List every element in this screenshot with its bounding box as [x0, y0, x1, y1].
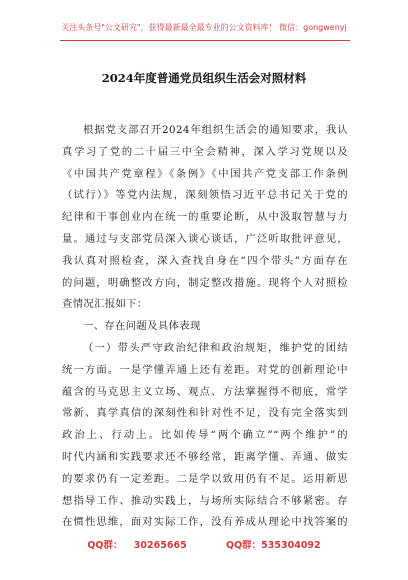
- paragraph-1-line: 《中国共产党章程》《条例》《中国共产党支部工作条例: [62, 167, 348, 180]
- paragraph-1-line: 我认真对照检查，深入查找自身在“四个带头”方面存在: [62, 254, 348, 267]
- paragraph-1-line: 的问题，明确整改方向，制定整改措施。现将个人对照检: [62, 276, 348, 289]
- page-header-banner: 关注头条号"公文研究"，获得最新最全最专业的公文资料库！ 微信：gongwenyj: [61, 23, 347, 32]
- header-divider: [60, 40, 350, 41]
- document-body: [62, 120, 348, 534]
- paragraph-2-line: 的要求仍有一定差距。二是学以致用仍有不足。运用新思: [62, 472, 348, 485]
- section-heading: 一、存在问题及具体表现: [83, 320, 201, 333]
- paragraph-2-line: 常新、真学真信的深刻性和针对性不足，没有完全落实到: [62, 407, 348, 420]
- paragraph-2-line: 时代内涵和实践要求还不够经常，距离学懂、弄通、做实: [62, 450, 348, 463]
- paragraph-1-line: 真学习了党的二十届三中全会精神，深入学习党规以及: [62, 145, 348, 158]
- page-footer: [0, 537, 408, 551]
- paragraph-1-line: 量。通过与支部党员深入谈心谈话，广泛听取批评意见，: [62, 232, 348, 245]
- paragraph-2-line: （一）带头严守政治纪律和政治规矩，维护党的团结: [83, 341, 348, 354]
- paragraph-2-line: 政治上、行动上。比如传导“两个确立”“两个维护”的: [62, 429, 348, 442]
- footer-qq-group-1: QQ群： 30265665: [87, 540, 187, 551]
- paragraph-1-line: 纪律和干事创业内在统一的重要论断，从中汲取智慧与力: [62, 211, 348, 224]
- paragraph-2-line: 蕴含的马克思主义立场、观点、方法掌握得不彻底，常学: [62, 385, 348, 398]
- footer-qq-group-2: QQ群：535304092: [226, 540, 321, 551]
- paragraph-2-line: 想指导工作、推动实践上，与场所实际结合不够紧密。存: [62, 494, 348, 507]
- paragraph-1-line: （试行）》等党内法规，深刻领悟习近平总书记关于党的: [62, 189, 348, 202]
- paragraph-1-line: 根据党支部召开2024年组织生活会的通知要求，我认: [83, 124, 348, 136]
- paragraph-2-line: 统一方面。一是学懂弄通上还有差距。对党的创新理论中: [62, 363, 348, 376]
- paragraph-1-line: 查情况汇报如下：: [62, 298, 148, 311]
- document-title: 2024年度普通党员组织生活会对照材料: [101, 71, 307, 85]
- paragraph-2-line: 在惯性思维，面对实际工作，没有养成从理论中找答案的: [62, 516, 348, 529]
